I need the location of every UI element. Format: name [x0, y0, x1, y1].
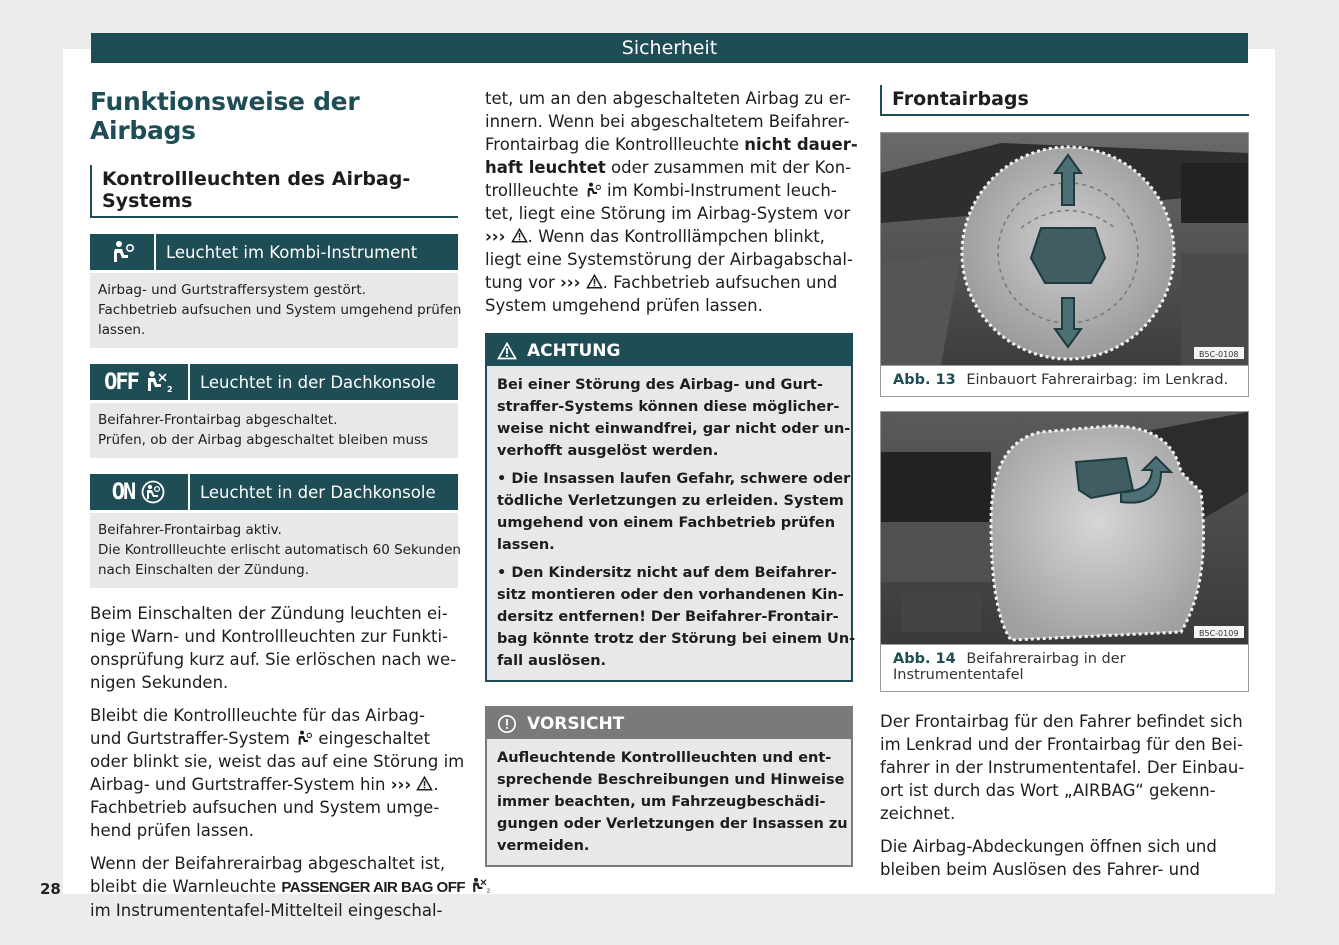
text-line: gungen oder Verletzungen der Insassen zu: [497, 816, 848, 832]
text-line: [90, 875, 491, 899]
warning-header: [487, 335, 851, 366]
figure-passenger-airbag: [880, 411, 1249, 692]
text-line: [485, 271, 853, 294]
figure-code: B5C-0109: [1199, 629, 1239, 638]
text-line: umgehend von einem Fachbetrieb prüfen: [497, 515, 836, 531]
column-left: [90, 85, 491, 932]
text-line: nige Warn- und Kontrollleuchten zur Funkti-: [90, 627, 449, 646]
lamp-label-2: Leuchtet in der Dachkonsole: [200, 372, 436, 392]
text-line: [485, 133, 858, 156]
text-line: weise nicht einwandfrei, gar nicht oder un-: [497, 421, 851, 437]
text-span: . Wenn das Kontrolllämpchen blinkt,: [527, 227, 825, 246]
on-text: ON: [111, 479, 135, 505]
text-span: . Fachbetrieb aufsuchen und: [602, 273, 838, 292]
text-line: [485, 156, 853, 179]
lamp-1-line: lassen.: [98, 322, 146, 338]
text-line: Wenn der Beifahrerairbag abgeschaltet ist,: [90, 854, 446, 873]
figure-code: B5C-0108: [1199, 350, 1239, 359]
text-span: trollleuchte: [485, 181, 579, 200]
warning-triangle-icon: [586, 274, 603, 289]
warning-box: [485, 333, 856, 682]
text-line: [90, 773, 458, 796]
airbag-person-icon: [90, 234, 156, 270]
paragraph-airbag-covers: [880, 835, 1249, 881]
text-span: eingeschaltet: [318, 729, 431, 748]
caution-title: VORSICHT: [527, 713, 625, 734]
paragraph-continued: [485, 87, 858, 317]
text-emphasis: nicht dauer-: [744, 135, 858, 154]
cross-reference-arrow-icon: ›››: [560, 273, 581, 292]
lamp-header-3: [90, 474, 458, 510]
lamp-description-3: [90, 513, 461, 588]
lamp-label-3: Leuchtet in der Dachkonsole: [200, 482, 436, 502]
text-emphasis: haft leuchtet: [485, 158, 606, 177]
cross-reference-arrow-icon: ›››: [485, 227, 506, 246]
text-line: Fachbetrieb aufsuchen und System umge-: [90, 798, 440, 817]
text-line: [485, 179, 853, 202]
caution-box: [485, 706, 853, 867]
caution-body: [487, 739, 851, 865]
lamp-1-line: Fachbetrieb aufsuchen und System umgehend prüfen: [98, 302, 462, 318]
paragraph-passenger-off: [90, 852, 491, 922]
lamp-2-line: Beifahrer-Frontairbag abgeschaltet.: [98, 412, 338, 428]
warning-body: [487, 366, 856, 680]
lamp-2-line: Prüfen, ob der Airbag abgeschaltet bleiben muss: [98, 432, 429, 448]
text-line: bag könnte trotz der Störung bei einem Un-: [497, 631, 856, 647]
text-line: sitz montieren oder den vorhandenen Kin-: [497, 587, 844, 603]
section-subtitle: Kontrollleuchten des Airbag-Systems: [90, 165, 458, 218]
text-line: System umgehend prüfen lassen.: [485, 296, 763, 315]
airbag-person-icon: [295, 730, 313, 746]
text-span: und Gurtstraffer-System: [90, 729, 290, 748]
warning-triangle-icon: [416, 776, 433, 791]
text-line: innern. Wenn bei abgeschaltetem Beifahrer-: [485, 112, 850, 131]
passenger-airbag-on-icon: [90, 474, 190, 510]
lamp-label-1: Leuchtet im Kombi-Instrument: [166, 242, 418, 262]
figure-caption: [881, 365, 1248, 396]
text-line: straffer-Systems können diese möglicher-: [497, 399, 840, 415]
exclamation-circle-icon: [497, 714, 517, 734]
text-line: tet, um an den abgeschalteten Airbag zu er-: [485, 89, 851, 108]
lamp-3-line: Die Kontrollleuchte erlischt automatisch 60 Sekunden: [98, 542, 461, 558]
text-line: nigen Sekunden.: [90, 673, 229, 692]
caution-header: [487, 708, 851, 739]
figure-caption: [881, 644, 1248, 691]
lamp-description-2: [90, 403, 458, 458]
passenger-airbag-off-icon: [470, 877, 492, 894]
section-title-frontairbags: Frontairbags: [880, 85, 1249, 116]
text-line: [90, 727, 458, 750]
column-middle: [485, 87, 858, 867]
passenger-airbag-illustration: [881, 412, 1248, 644]
text-line: Bleibt die Kontrollleuchte für das Airbag-: [90, 706, 425, 725]
paragraph-lamp-stays-on: [90, 704, 465, 842]
text-line: • Die Insassen laufen Gefahr, schwere oder: [497, 471, 851, 487]
driver-airbag-illustration: [881, 133, 1248, 365]
figure-number: Abb. 14: [893, 651, 956, 667]
text-span: bleibt die Warnleuchte: [90, 877, 277, 896]
text-line: tet, liegt eine Störung im Airbag-System vor: [485, 204, 851, 223]
lamp-3-line: Beifahrer-Frontairbag aktiv.: [98, 522, 282, 538]
svg-text:2: 2: [486, 888, 491, 894]
text-span: tung vor: [485, 273, 555, 292]
column-right: [880, 85, 1249, 891]
text-line: dersitz entfernen! Der Beifahrer-Frontair-: [497, 609, 839, 625]
warning-triangle-icon: [511, 228, 528, 243]
text-span: Airbag- und Gurtstraffer-System hin: [90, 775, 386, 794]
airbag-person-icon: [584, 182, 602, 198]
text-line: onsprüfung kurz auf. Sie erlöschen nach we-: [90, 650, 457, 669]
text-line: sprechende Beschreibungen und Hinweise: [497, 772, 845, 788]
text-line: zeichnet.: [880, 804, 956, 823]
lamp-description-1: [90, 273, 462, 348]
text-line: Beim Einschalten der Zündung leuchten ei-: [90, 604, 448, 623]
figure-driver-airbag: [880, 132, 1249, 397]
text-line: fall auslösen.: [497, 653, 607, 669]
lamp-3-line: nach Einschalten der Zündung.: [98, 562, 310, 578]
text-line: lassen.: [497, 537, 555, 553]
text-span: im Kombi-Instrument leuch-: [607, 181, 837, 200]
page-number: 28: [40, 880, 61, 898]
paragraph-ignition: [90, 602, 458, 694]
text-line: immer beachten, um Fahrzeugbeschädi-: [497, 794, 826, 810]
page-title: Funktionsweise der Airbags: [90, 87, 360, 145]
passenger-airbag-off-icon: [90, 364, 190, 400]
text-line: Aufleuchtende Kontrollleuchten und ent-: [497, 750, 832, 766]
lamp-header-2: [90, 364, 458, 400]
paragraph-frontairbag-location: [880, 710, 1249, 825]
lamp-1-line: Airbag- und Gurtstraffersystem gestört.: [98, 282, 366, 298]
figure-number: Abb. 13: [893, 372, 956, 388]
section-header: Sicherheit: [91, 33, 1248, 63]
text-line: oder blinkt sie, weist das auf eine Störung im: [90, 752, 465, 771]
text-line: Die Airbag-Abdeckungen öffnen sich und: [880, 837, 1217, 856]
warning-triangle-icon: [497, 342, 517, 360]
text-line: bleiben beim Auslösen des Fahrer- und: [880, 860, 1201, 879]
text-line: tödliche Verletzungen zu erleiden. System: [497, 493, 844, 509]
text-line: • Den Kindersitz nicht auf dem Beifahrer-: [497, 565, 837, 581]
text-span: Frontairbag die Kontrollleuchte: [485, 135, 740, 154]
text-line: vermeiden.: [497, 838, 590, 854]
text-line: verhofft ausgelöst werden.: [497, 443, 719, 459]
text-line: Bei einer Störung des Airbag- und Gurt-: [497, 377, 823, 393]
text-line: fahrer in der Instrumententafel. Der Einbau-: [880, 758, 1245, 777]
warning-title: ACHTUNG: [527, 340, 621, 361]
text-span: .: [433, 775, 439, 794]
svg-text:2: 2: [166, 385, 173, 394]
text-line: im Instrumententafel-Mittelteil eingeschal-: [90, 901, 443, 920]
text-line: im Lenkrad und der Frontairbag für den Bei-: [880, 735, 1244, 754]
text-line: Der Frontairbag für den Fahrer befindet sich: [880, 712, 1243, 731]
off-text: OFF: [104, 369, 138, 395]
text-line: liegt eine Systemstörung der Airbagabschal-: [485, 250, 853, 269]
lamp-header-1: [90, 234, 458, 270]
text-line: ort ist durch das Wort „AIRBAG“ gekenn-: [880, 781, 1216, 800]
cross-reference-arrow-icon: ›››: [390, 775, 412, 794]
text-line: [485, 225, 853, 248]
caption-text: Einbauort Fahrerairbag: im Lenkrad.: [966, 372, 1229, 388]
text-line: hend prüfen lassen.: [90, 821, 254, 840]
passenger-airbag-off-label: PASSENGER AIR BAG OFF: [281, 879, 466, 896]
text-span: oder zusammen mit der Kon-: [611, 158, 852, 177]
caption-text: Beifahrerairbag in der Instrumententafel: [893, 651, 1126, 683]
